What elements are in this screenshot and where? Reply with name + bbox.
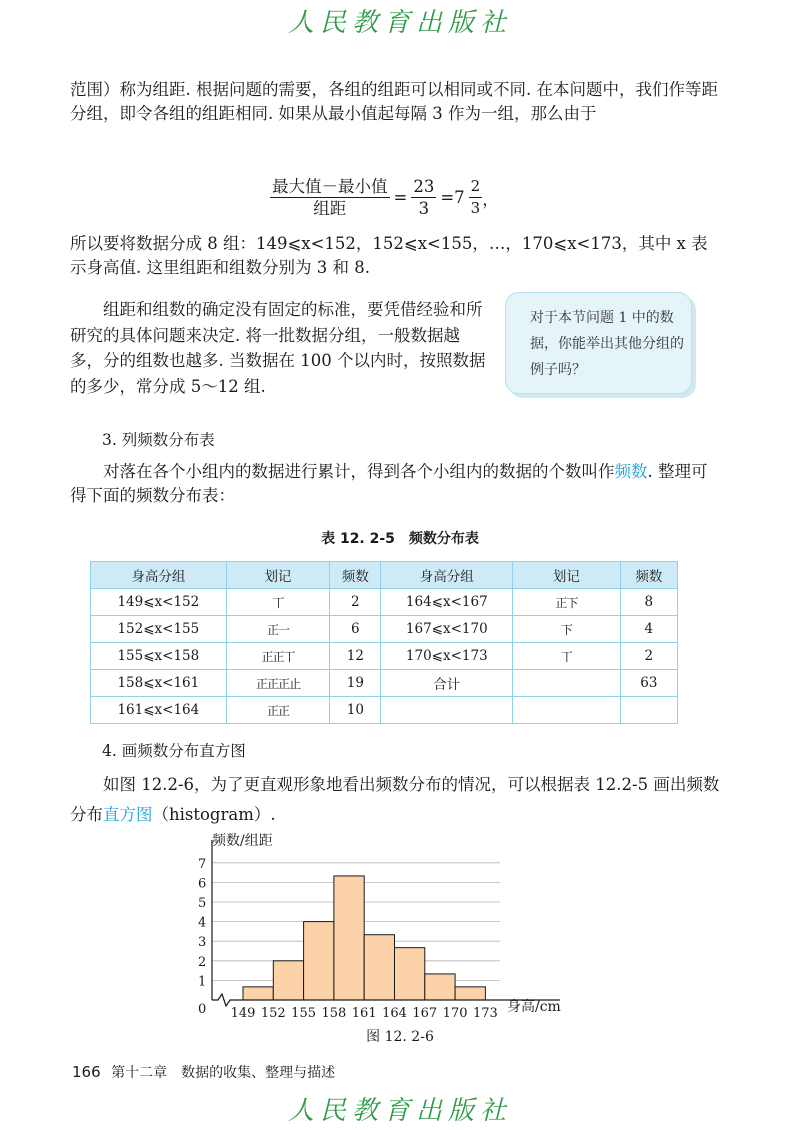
section-heading-histogram: 4. 画频数分布直方图 <box>102 742 246 760</box>
cell-group: 158⩽x<161 <box>91 670 227 697</box>
histogram-bar <box>243 987 273 1000</box>
y-tick-label: 1 <box>198 974 207 990</box>
chart-bars <box>243 876 485 1000</box>
x-tick-label: 149 <box>230 1006 256 1021</box>
fraction-2-over-3 <box>469 176 483 219</box>
y-tick-label: 7 <box>198 856 207 872</box>
publisher-logo-bottom: 人民教育出版社 <box>287 1096 512 1126</box>
x-tick-label: 173 <box>472 1006 498 1021</box>
table-row <box>91 670 678 697</box>
formula-d2: 3 <box>470 199 481 217</box>
cell-group: 152⩽x<155 <box>91 616 227 643</box>
x-tick-label: 161 <box>351 1006 377 1021</box>
cell-frequency: 12 <box>330 643 381 670</box>
side-note-text: 对于本节问题 1 中的数据，你能举出其他分组的例子吗？ <box>530 310 684 378</box>
histogram-bar <box>395 948 425 1000</box>
cell-tally: 正下 <box>513 589 621 616</box>
paragraph-no-fixed-standard: 组距和组数的确定没有固定的标准，要凭借经验和所研究的具体问题来决定. 将一批数据分组，一般数据越多，分的组数也越多. 当数据在 100 个以内时，按照数据的多少，常分成 5～12 组. <box>70 300 486 396</box>
y-tick-label: 2 <box>198 954 207 970</box>
cell-group: 170⩽x<173 <box>381 643 513 670</box>
cell-frequency: 19 <box>330 670 381 697</box>
cell-empty <box>620 697 677 724</box>
origin-label: 0 <box>198 1002 207 1017</box>
y-axis-label: 频数/组距 <box>212 833 273 849</box>
table-row <box>91 589 678 616</box>
cell-group: 161⩽x<164 <box>91 697 227 724</box>
histogram-bar <box>304 922 334 1000</box>
y-tick-labels <box>198 857 206 990</box>
histogram-bar <box>364 935 394 1000</box>
histogram-bar <box>273 961 303 1000</box>
cell-frequency: 2 <box>330 589 381 616</box>
cell-frequency: 4 <box>620 616 677 643</box>
page-footer <box>72 1062 335 1082</box>
section-heading-frequency-table: 3. 列频数分布表 <box>102 431 215 449</box>
x-tick-label: 170 <box>442 1006 468 1021</box>
histogram-bar <box>455 987 485 1000</box>
header-tally-2: 划记 <box>513 562 621 589</box>
cell-tally <box>513 670 621 697</box>
cell-total-label: 合计 <box>381 670 513 697</box>
x-tick-label: 155 <box>291 1006 317 1021</box>
header-height-group-2: 身高分组 <box>381 562 513 589</box>
histogram-bar <box>334 876 364 1000</box>
table-caption: 表 12. 2-5 频数分布表 <box>321 531 479 547</box>
header-tally: 划记 <box>226 562 330 589</box>
x-tick-label: 167 <box>412 1006 438 1021</box>
formula-n2: 2 <box>470 177 481 195</box>
formula-equals-seven: =7 <box>440 188 465 207</box>
formula-d1: 3 <box>418 199 430 218</box>
formula-numerator: 最大值－最小值 <box>272 177 388 196</box>
p4-text: 对落在各个小组内的数据进行累计，得到各个小组内的数据的个数叫作 <box>103 462 615 481</box>
p4-text-after: . 整理可得下面的频数分布表： <box>70 462 708 505</box>
x-tick-label: 152 <box>260 1006 286 1021</box>
table-row <box>91 643 678 670</box>
header-frequency: 频数 <box>330 562 381 589</box>
cell-group: 155⩽x<158 <box>91 643 227 670</box>
chapter-title: 第十二章 数据的收集、整理与描述 <box>111 1065 336 1081</box>
cell-tally: 正正丅 <box>226 643 330 670</box>
cell-group: 164⩽x<167 <box>381 589 513 616</box>
cell-tally: 丅 <box>226 589 330 616</box>
cell-empty <box>381 697 513 724</box>
x-tick-label: 164 <box>382 1006 407 1021</box>
side-note-bubble <box>505 292 692 394</box>
cell-group: 167⩽x<170 <box>381 616 513 643</box>
cell-empty <box>513 697 621 724</box>
table-row <box>91 697 678 724</box>
cell-frequency: 2 <box>620 643 677 670</box>
paragraph-eight-groups: 所以要将数据分成 8 组：149⩽x<152，152⩽x<155，…，170⩽x<173，其中 x 表示身高值. 这里组距和组数分别为 3 和 8. <box>70 234 708 277</box>
cell-frequency: 10 <box>330 697 381 724</box>
paragraph-histogram-intro <box>70 770 720 830</box>
cell-tally: 下 <box>513 616 621 643</box>
cell-tally: 正正 <box>226 697 330 724</box>
formula-group-count <box>270 176 499 219</box>
x-axis-label: 身高/cm <box>507 999 561 1015</box>
page-number: 166 <box>72 1063 101 1081</box>
paragraph-group-interval: 范围）称为组距. 根据问题的需要，各组的组距可以相同或不同. 在本问题中，我们作等距分组，即令各组的组距相同. 如果从最小值起每隔 3 作为一组，那么由于 <box>70 80 718 123</box>
cell-total-value: 63 <box>620 670 677 697</box>
cell-tally: 丅 <box>513 643 621 670</box>
p5-text-after: （histogram）. <box>152 805 276 824</box>
table-row <box>91 616 678 643</box>
formula-denominator: 组距 <box>313 199 347 218</box>
publisher-logo-top: 人民教育出版社 <box>287 8 512 38</box>
y-tick-label: 6 <box>198 876 207 892</box>
term-histogram: 直方图 <box>103 805 153 824</box>
y-tick-label: 5 <box>198 896 207 911</box>
cell-frequency: 6 <box>330 616 381 643</box>
cell-tally: 正一 <box>226 616 330 643</box>
p5-text: 如图 12.2-6，为了更直观形象地看出频数分布的情况，可以根据表 12.2-5 画出频数分布 <box>70 775 720 824</box>
x-tick-label: 158 <box>321 1006 347 1021</box>
x-tick-labels <box>231 1006 498 1021</box>
header-frequency-2: 频数 <box>620 562 677 589</box>
formula-equals: = <box>393 188 408 207</box>
formula-n1: 23 <box>413 177 435 196</box>
fraction-23-over-3 <box>411 176 436 219</box>
histogram-bar <box>425 974 455 1000</box>
formula-tail: ， <box>482 189 499 209</box>
term-frequency: 频数 <box>614 462 648 481</box>
y-tick-label: 4 <box>198 915 207 931</box>
cell-tally: 正正正止 <box>226 670 330 697</box>
histogram-chart <box>185 826 585 1021</box>
paragraph-frequency-definition <box>70 460 720 508</box>
cell-group: 149⩽x<152 <box>91 589 227 616</box>
y-tick-label: 3 <box>198 935 207 951</box>
cell-frequency: 8 <box>620 589 677 616</box>
figure-caption: 图 12. 2-6 <box>366 1029 434 1045</box>
frequency-table <box>90 561 678 724</box>
fraction-range-over-interval <box>270 176 390 219</box>
header-height-group: 身高分组 <box>91 562 227 589</box>
